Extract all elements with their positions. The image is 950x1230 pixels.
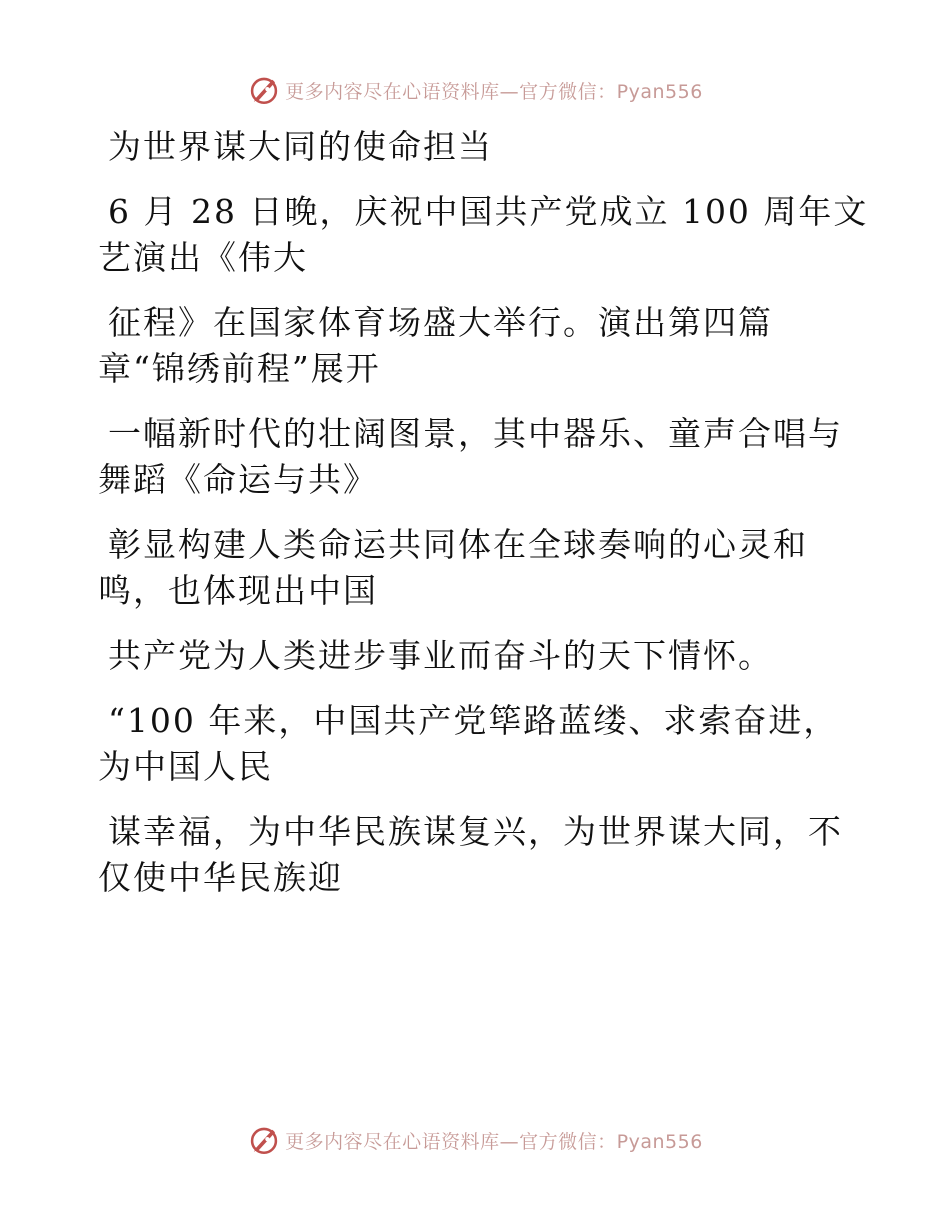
watermark-text: 更多内容尽在心语资料库—官方微信：Pyan556 <box>285 80 703 103</box>
paragraph-line: “100 年来，中国共产党筚路蓝缕、求索奋进， <box>108 701 839 740</box>
paragraph-line: 仅使中华民族迎 <box>98 858 343 897</box>
paragraph-line: 6 月 28 日晚，庆祝中国共产党成立 100 周年文 <box>108 192 869 231</box>
paragraph-line: 彰显构建人类命运共同体在全球奏响的心灵和 <box>108 525 808 564</box>
paragraph-line: 谋幸福，为中华民族谋复兴，为世界谋大同，不 <box>108 812 843 851</box>
quill-circle-logo-icon <box>247 73 281 107</box>
paragraph-line: 一幅新时代的壮阔图景，其中器乐、童声合唱与 <box>108 414 843 453</box>
paragraph-line: 征程》在国家体育场盛大举行。演出第四篇 <box>108 303 773 342</box>
header-watermark <box>0 70 950 110</box>
paragraph-line: 艺演出《伟大 <box>98 238 308 277</box>
paragraph-line: 为中国人民 <box>98 747 273 786</box>
paragraph-line: 鸣，也体现出中国 <box>98 571 378 610</box>
paragraph-line: 章“锦绣前程”展开 <box>98 349 381 388</box>
footer-watermark <box>0 1120 950 1160</box>
watermark-text: 更多内容尽在心语资料库—官方微信：Pyan556 <box>285 1130 703 1153</box>
paragraph-line: 舞蹈《命运与共》 <box>98 460 378 499</box>
paragraph-line: 共产党为人类进步事业而奋斗的天下情怀。 <box>108 636 773 675</box>
document-body <box>98 124 869 901</box>
quill-circle-logo-icon <box>247 1123 281 1157</box>
paragraph-line: 为世界谋大同的使命担当 <box>108 127 493 166</box>
